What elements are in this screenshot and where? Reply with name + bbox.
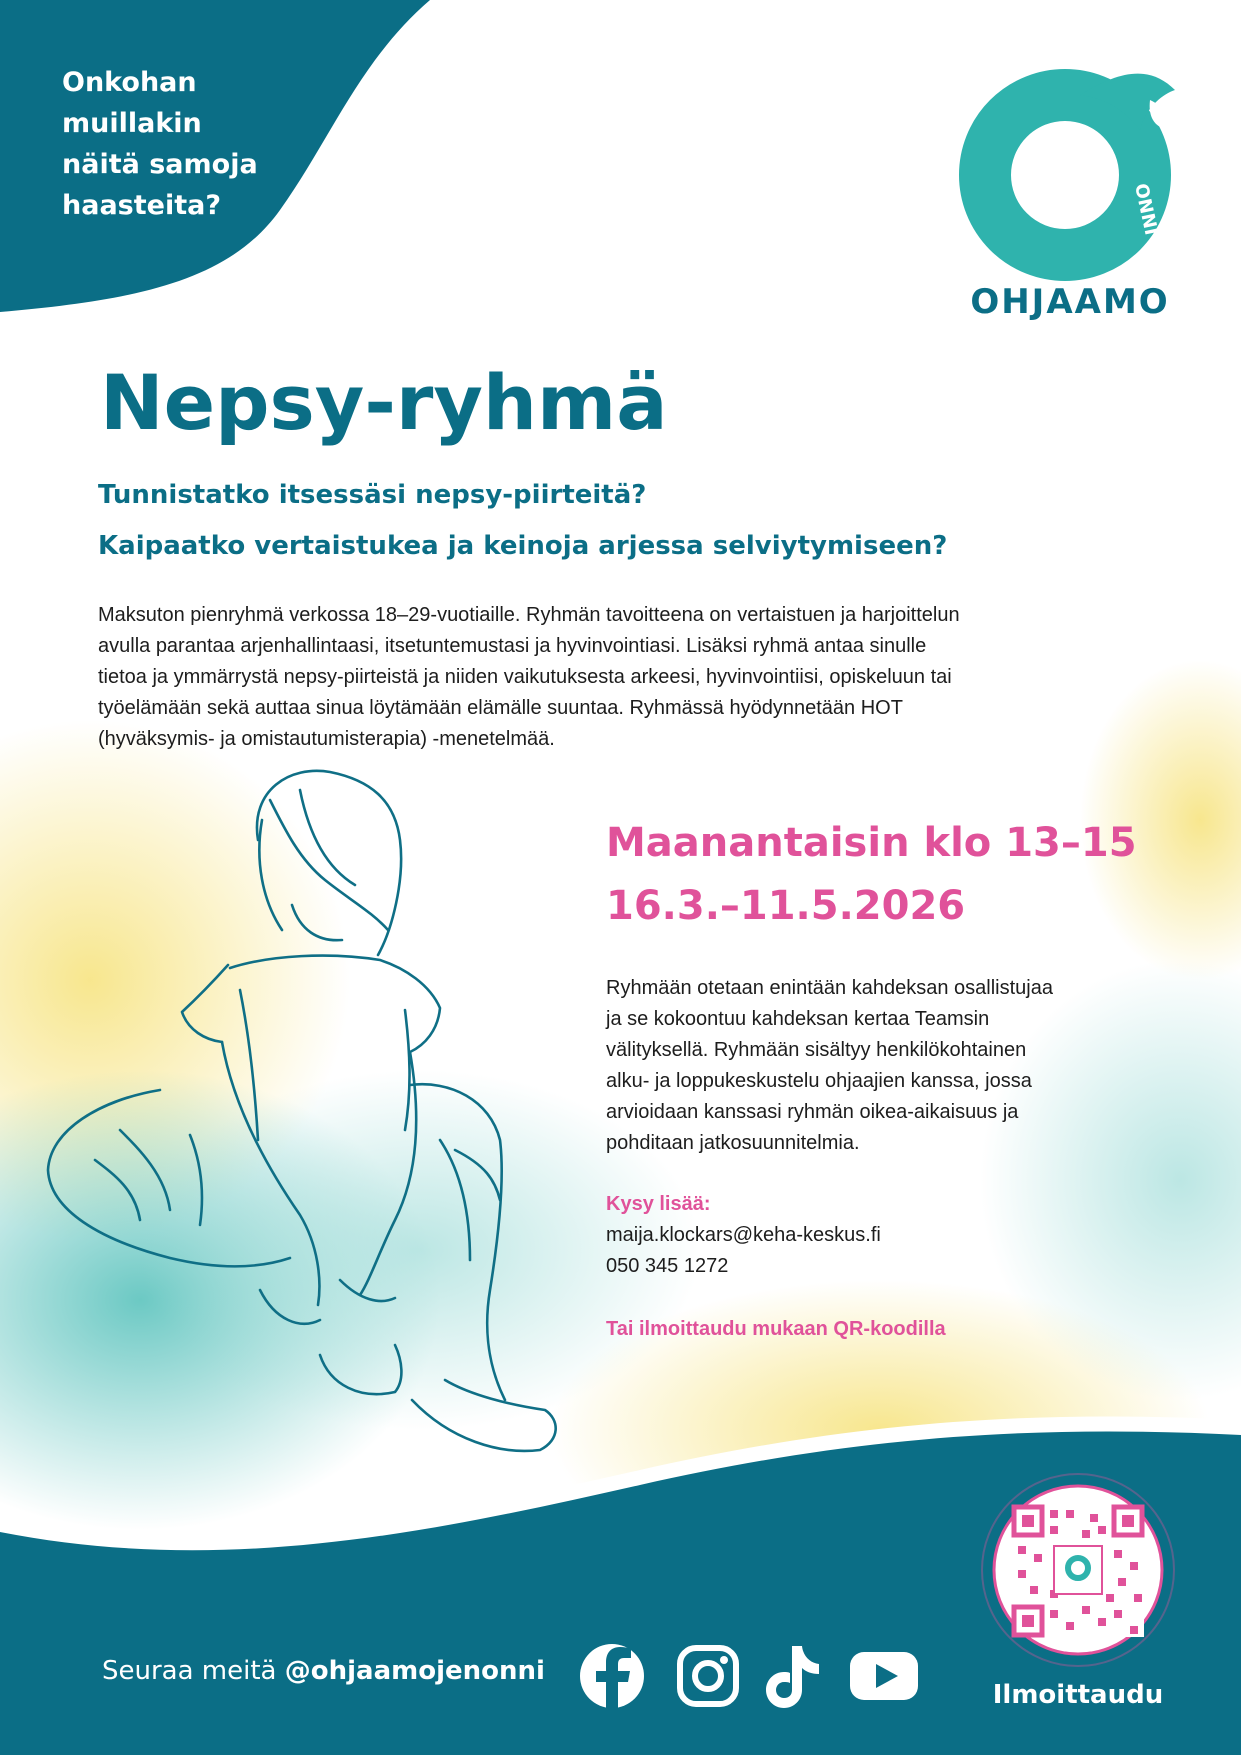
qr-badge[interactable] xyxy=(982,1474,1174,1666)
corner-question-line: näitä samoja xyxy=(62,149,258,180)
follow-us-prefix: Seuraa meitä xyxy=(102,1656,285,1686)
subquestion-1: Tunnistatko itsessäsi nepsy-piirteitä? xyxy=(98,480,647,510)
details-line: ja se kokoontuu kahdeksan kertaa Teamsin xyxy=(606,1008,990,1030)
subquestion-2: Kaipaatko vertaistukea ja keinoja arjessa selviytymiseen? xyxy=(98,531,948,561)
schedule-dates: 16.3.–11.5.2026 xyxy=(606,883,966,929)
contact-label: Kysy lisää: xyxy=(606,1193,711,1215)
details-line: pohditaan jatkosuunnitelmia. xyxy=(606,1132,860,1154)
intro-line: (hyväksymis- ja omistautumisterapia) -menetelmää. xyxy=(98,728,555,750)
corner-question-line: Onkohan xyxy=(62,67,197,98)
qr-signup-text: Tai ilmoittaudu mukaan QR-koodilla xyxy=(606,1318,946,1340)
details-line: alku- ja loppukeskustelu ohjaajien kanssa, jossa xyxy=(606,1070,1032,1092)
intro-line: avulla parantaa arjenhallintaasi, itsetuntemustasi ja hyvinvointiasi. Lisäksi ryhmä antaa sinulle xyxy=(98,635,927,657)
social-handle[interactable]: @ohjaamojenonni xyxy=(284,1656,545,1686)
intro-line: tietoa ja ymmärrystä nepsy-piirteistä ja niiden vaikutuksesta arkeesi, hyvinvointiisi, opiskeluun tai xyxy=(98,666,952,688)
intro-line: Maksuton pienryhmä verkossa 18–29-vuotiaille. Ryhmän tavoitteena on vertaistuen ja harjoittelun xyxy=(98,604,960,626)
schedule-days: Maanantaisin klo 13–15 xyxy=(606,820,1137,866)
corner-question-line: muillakin xyxy=(62,108,202,139)
contact-phone[interactable]: 050 345 1272 xyxy=(606,1255,729,1277)
follow-us xyxy=(102,1656,545,1686)
contact-email[interactable]: maija.klockars@keha-keskus.fi xyxy=(606,1224,881,1246)
page-title: Nepsy-ryhmä xyxy=(100,358,668,447)
youtube-icon[interactable] xyxy=(850,1652,918,1700)
facebook-icon[interactable] xyxy=(580,1644,644,1708)
signup-label[interactable]: Ilmoittaudu xyxy=(992,1680,1164,1710)
corner-question-line: haasteita? xyxy=(62,190,221,221)
intro-paragraph xyxy=(98,600,1156,755)
details-line: välityksellä. Ryhmään sisältyy henkilökohtainen xyxy=(606,1039,1027,1061)
details-paragraph xyxy=(606,973,1166,1159)
details-line: Ryhmään otetaan enintään kahdeksan osallistujaa xyxy=(606,977,1053,999)
logo-wordmark: OHJAAMO xyxy=(970,282,1170,322)
intro-line: työelämään sekä auttaa sinua löytämään elämälle suuntaa. Ryhmässä hyödynnetään HOT xyxy=(98,697,903,719)
corner-question xyxy=(62,62,322,226)
logo-badge-text: ONNI xyxy=(1130,181,1162,238)
details-line: arvioidaan kanssasi ryhmän oikea-aikaisuus ja xyxy=(606,1101,1019,1123)
